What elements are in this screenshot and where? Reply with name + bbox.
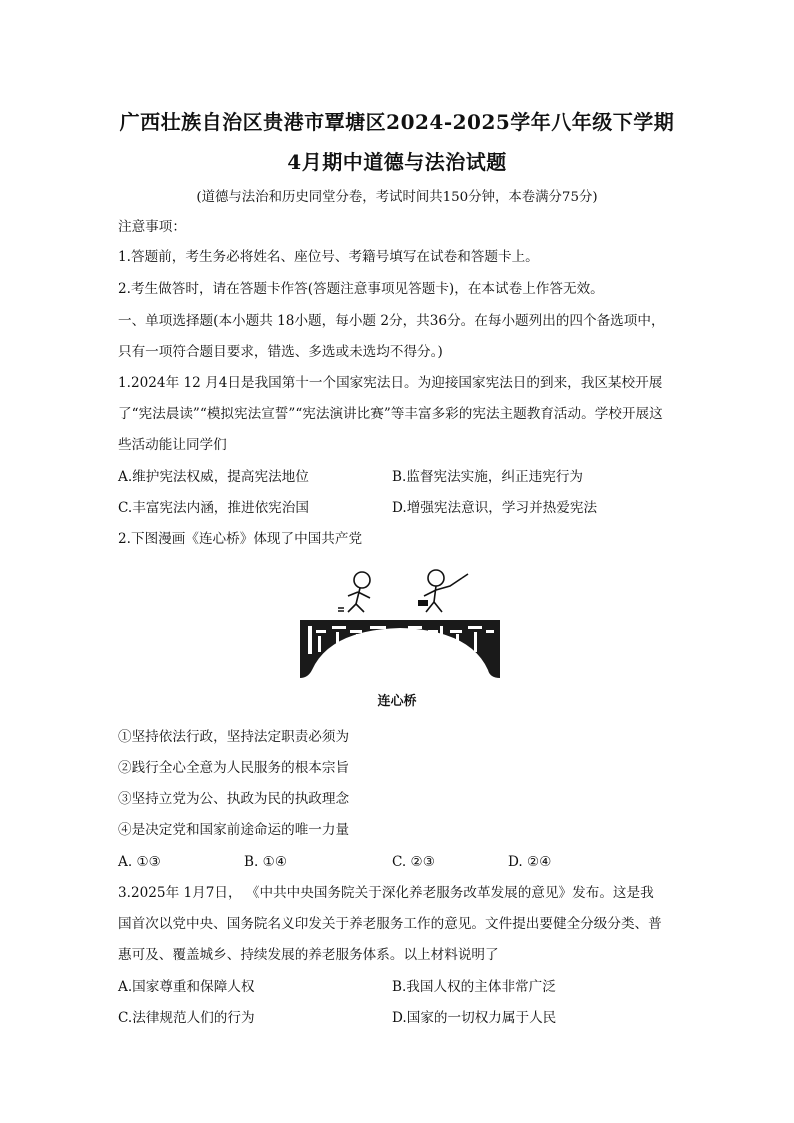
- notes-heading: 注意事项：: [118, 219, 186, 235]
- q2-option-d: D. ②④: [508, 854, 552, 870]
- q1-stem-line2: 了“宪法晨读”“模拟宪法宣誓”“宪法演讲比赛”等丰富多彩的宪法主题教育活动。学校开展这: [118, 406, 663, 422]
- q2-stem: 2.下图漫画《连心桥》体现了中国共产党: [118, 531, 363, 547]
- q1-option-d: D.增强宪法意识，学习并热爱宪法: [392, 500, 598, 516]
- q3-stem-line2: 国首次以党中央、国务院名义印发关于养老服务工作的意见。文件提出要健全分级分类、普: [118, 916, 662, 932]
- section1-instructions-line1: 一、单项选择题(本小题共 18小题，每小题 2分，共36分。在每小题列出的四个备选项中，: [118, 313, 665, 329]
- q1-option-a: A.维护宪法权威，提高宪法地位: [118, 469, 309, 485]
- q1-stem-line3: 些活动能让同学们: [118, 437, 227, 453]
- q1-stem-line1: 1.2024年 12 月4日是我国第十一个国家宪法日。为迎接国家宪法日的到来，我区某校开展: [118, 375, 663, 391]
- q3-option-d: D.国家的一切权力属于人民: [392, 1010, 557, 1026]
- q3-option-a: A.国家尊重和保障人权: [118, 979, 255, 995]
- q1-option-b: B.监督宪法实施，纠正违宪行为: [392, 469, 584, 485]
- q2-statement-2: ②践行全心全意为人民服务的根本宗旨: [118, 760, 350, 776]
- q3-option-c: C.法律规范人们的行为: [118, 1010, 255, 1026]
- q2-statement-4: ④是决定党和国家前途命运的唯一力量: [118, 822, 350, 838]
- exam-subtitle: (道德与法治和历史同堂分卷，考试时间共150分钟，本卷满分75分): [196, 190, 598, 205]
- q2-statement-1: ①坚持依法行政，坚持法定职责必须为: [118, 729, 350, 745]
- notes-item-1: 1.答题前，考生务必将姓名、座位号、考籍号填写在试卷和答题卡上。: [118, 249, 539, 265]
- q2-option-c: C. ②③: [392, 854, 435, 870]
- q1-option-c: C.丰富宪法内涵，推进依宪治国: [118, 500, 309, 516]
- q3-option-b: B.我国人权的主体非常广泛: [392, 979, 556, 995]
- notes-item-2: 2.考生做答时，请在答题卡作答(答题注意事项见答题卡)，在本试卷上作答无效。: [118, 281, 604, 297]
- q2-statement-3: ③坚持立党为公、执政为民的执政理念: [118, 791, 350, 807]
- cartoon-caption: 连心桥: [377, 694, 417, 709]
- q2-option-b: B. ①④: [244, 854, 288, 870]
- q3-stem-line1: 3.2025年 1月7日， 《中共中央国务院关于深化养老服务改革发展的意见》发布。这是我: [118, 885, 654, 901]
- section1-instructions-line2: 只有一项符合题目要求，错选、多选或未选均不得分。): [118, 344, 443, 360]
- bridge-cartoon-image: [290, 560, 505, 710]
- exam-title-line1: 广西壮族自治区贵港市覃塘区2024-2025学年八年级下学期: [119, 110, 675, 134]
- q2-option-a: A. ①③: [118, 854, 161, 870]
- exam-title-line2: 4月期中道德与法治试题: [287, 150, 507, 174]
- q3-stem-line3: 惠可及、覆盖城乡、持续发展的养老服务体系。以上材料说明了: [118, 947, 499, 963]
